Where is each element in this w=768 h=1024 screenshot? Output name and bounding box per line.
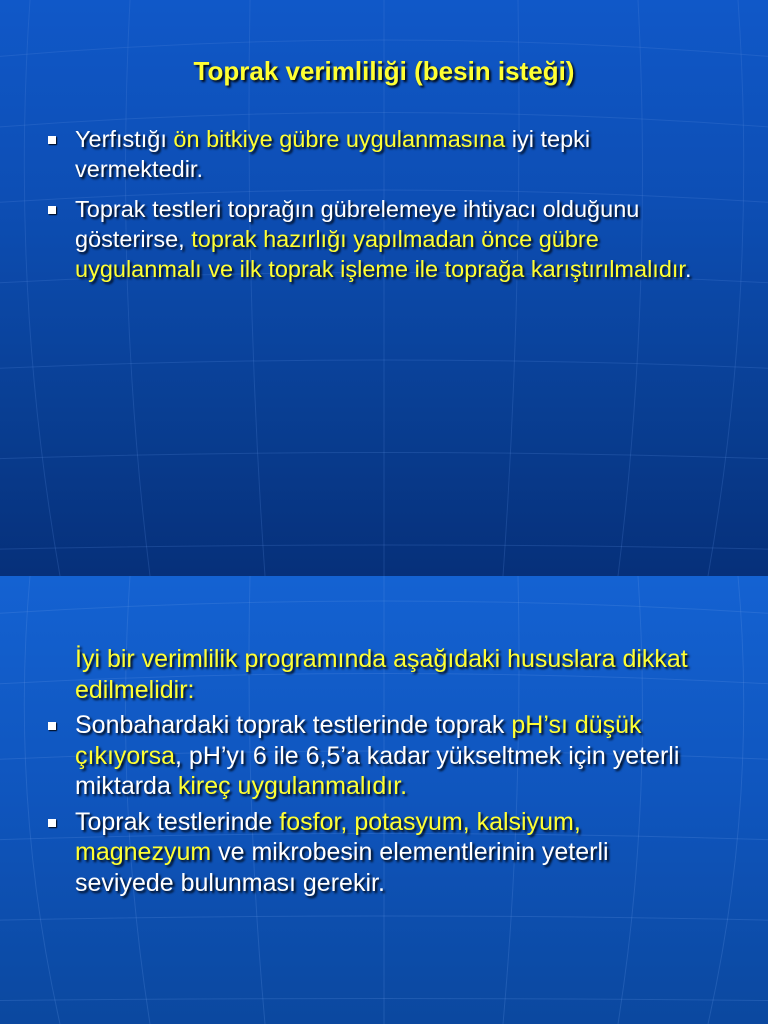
slide-2 <box>0 576 768 1024</box>
highlight-text: fosfor, potasyum, kalsiyum, magnezyum <box>75 807 581 866</box>
bullet-text: Sonbahardaki toprak testlerinde toprak <box>75 711 512 739</box>
bullet-item <box>44 194 714 284</box>
intro-text: İyi bir verimlilik programında aşağıdaki hususlara dikkat edilmelidir: <box>75 645 688 704</box>
bullet-item <box>44 124 714 184</box>
bullet-list <box>44 124 714 294</box>
bullet-text: Toprak testleri toprağın gübrelemeye ihtiyacı olduğunu gösterirse, <box>75 196 640 252</box>
bullet-text: iyi tepki vermektedir. <box>75 126 591 182</box>
bullet-item <box>44 710 714 802</box>
highlight-text: toprak hazırlığı yapılmadan önce gübre uygulanmalı ve ilk toprak işleme ile toprağa karıştırılmalıdır <box>75 226 685 282</box>
bullet-text: Yerfıstığı <box>75 126 174 152</box>
slide-title: Toprak verimliliği (besin isteği) <box>193 56 575 86</box>
bullet-list <box>44 644 714 903</box>
highlight-text: kireç uygulanmalıdır. <box>177 772 408 800</box>
bullet-text: ve mikrobesin elementlerinin yeterli seviyede bulunması gerekir. <box>75 838 609 897</box>
bullet-text: Toprak testlerinde <box>75 807 280 836</box>
bullet-text: . <box>684 256 692 282</box>
highlight-text: pH’sı düşük çıkıyorsa <box>75 711 642 770</box>
highlight-text: ön bitkiye gübre uygulanmasına <box>173 126 506 152</box>
bullet-text: , pH’yı 6 ile 6,5’a kadar yükseltmek için yeterli miktarda <box>75 741 680 800</box>
bullet-item <box>44 807 714 899</box>
